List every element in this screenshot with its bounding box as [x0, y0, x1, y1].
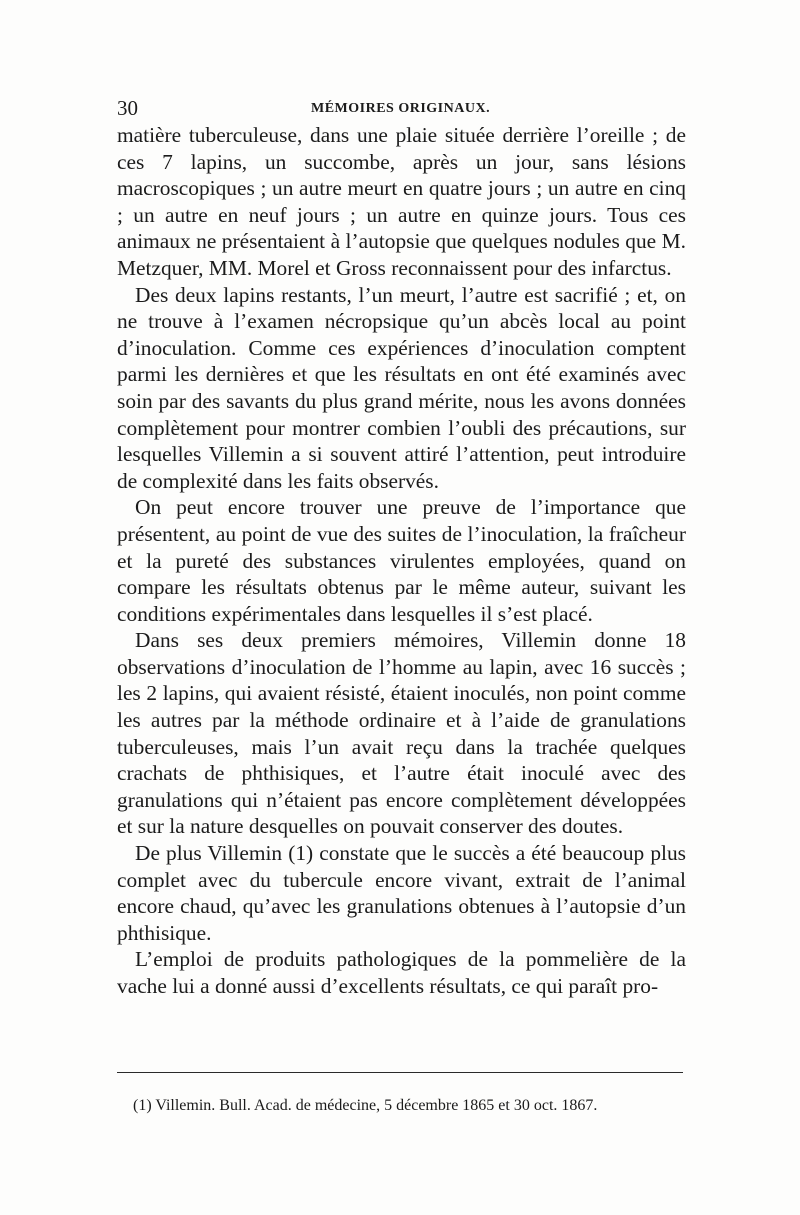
footnote-divider: [117, 1072, 683, 1073]
body-text: [117, 122, 686, 1000]
page-number: 30: [117, 96, 138, 120]
paragraph: Dans ses deux premiers mémoires, Villemin donne 18 observations d’inoculation de l’homme au lapin, avec 16 succès ; les 2 lapins, qui avaient résisté, étaient inoculés, non point comme les autres par la méthode ordinaire et à l’aide de granulations tuberculeuses, mais l’un avait reçu dans la trachée quelques crachats de phthisiques, et l’autre était inoculé avec des granulations qui n’étaient pas encore complètement développées et sur la nature desquelles on pouvait conserver des doutes.: [117, 628, 686, 839]
paragraph-continued: matière tuberculeuse, dans une plaie située derrière l’oreille ; de ces 7 lapins, un succombe, après un jour, sans lésions macroscopiques ; un autre meurt en quatre jours ; un autre en cinq ; un autre en neuf jours ; un autre en quinze jours. Tous ces animaux ne présentaient à l’autopsie que quelques nodules que M. Metzquer, MM. Morel et Gross reconnaissent pour des infarctus.: [117, 123, 686, 280]
page-header: [117, 96, 683, 124]
running-title: MÉMOIRES ORIGINAUX.: [311, 101, 491, 116]
paragraph: L’emploi de produits pathologiques de la pommelière de la vache lui a donné aussi d’excellents résultats, ce qui paraît pro-: [117, 947, 686, 998]
footnote: (1) Villemin. Bull. Acad. de médecine, 5 décembre 1865 et 30 oct. 1867.: [133, 1097, 598, 1114]
paragraph: De plus Villemin (1) constate que le succès a été beaucoup plus complet avec du tubercule encore vivant, extrait de l’animal encore chaud, qu’avec les granulations obtenues à l’autopsie d’un phthisique.: [117, 841, 686, 945]
paragraph: Des deux lapins restants, l’un meurt, l’autre est sacrifié ; et, on ne trouve à l’examen nécropsique qu’un abcès local au point d’inoculation. Comme ces expériences d’inoculation comptent parmi les dernières et que les résultats en ont été examinés avec soin par des savants du plus grand mérite, nous les avons données complètement pour montrer combien l’oubli des précautions, sur lesquelles Villemin a si souvent attiré l’attention, peut introduire de complexité dans les faits observés.: [117, 282, 686, 493]
paragraph: On peut encore trouver une preuve de l’importance que présentent, au point de vue des suites de l’inoculation, la fraîcheur et la pureté des substances virulentes employées, quand on compare les résultats obtenus par le même auteur, suivant les conditions expérimentales dans lesquelles il s’est placé.: [117, 495, 686, 626]
